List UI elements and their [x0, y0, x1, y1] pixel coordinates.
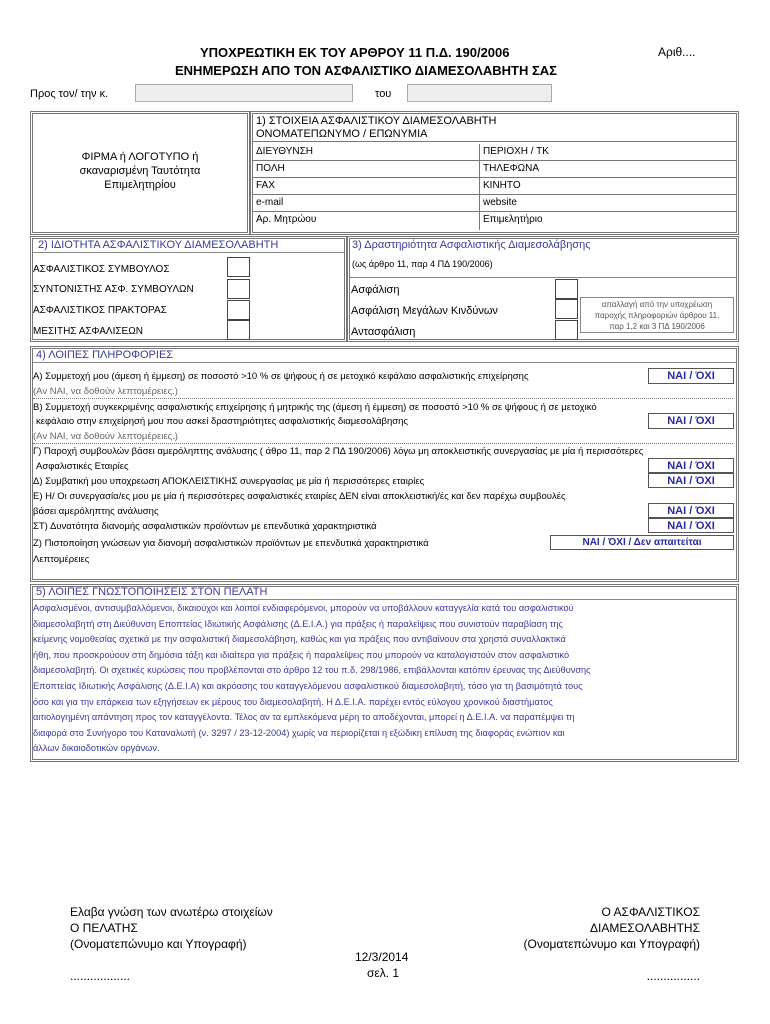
activity-reinsurance-label: Αντασφάλιση — [351, 326, 416, 338]
address-field[interactable]: ΔΙΕΥΘΥΝΣΗ — [253, 144, 479, 161]
question-e-line1: Ε) Η/ Οι συνεργασία/ες μου με μία ή περισσότερες ασφαλιστικές εταιρίες ΔΕΝ είναι αποκλειστική/ές και δεν παρέχω συμβουλές — [33, 491, 566, 502]
capacity-advisor-checkbox[interactable] — [227, 257, 250, 277]
question-b-yes-no[interactable]: ΝΑΙ / ΌΧΙ — [648, 413, 734, 429]
capacity-agent-label: ΑΣΦΑΛΙΣΤΙΚΟΣ ΠΡΑΚΤΟΡΑΣ — [33, 305, 167, 316]
to-label: Προς τον/ την κ. — [30, 88, 109, 100]
question-c-yes-no[interactable]: ΝΑΙ / ΌΧΙ — [648, 458, 734, 473]
client-signature-line[interactable]: .................. — [70, 969, 131, 983]
section2-title: 2) ΙΔΙΟΤΗΤΑ ΑΣΦΑΛΙΣΤΙΚΟΥ ΔΙΑΜΕΣΟΛΑΒΗΤΗ — [38, 239, 279, 251]
question-e-yes-no[interactable]: ΝΑΙ / ΌΧΙ — [648, 503, 734, 518]
notice-text: Ασφαλισμένοι, αντισυμβαλλόμενοι, δικαιούχοι και λοιποί ενδιαφερόμενοι, μπορούν να υποβάλλουν καταγγελία κατά του ασφαλιστικού διαμεσολαβητή στη Διεύθυνση Εποπτείας Ιδιωτικής Ασφάλισης (Δ.Ε.Ι.Α.) για πράξεις ή παραλείψεις που συνιστούν παραβίαση της κείμενης νομοθεσίας σχετικά με την ασφαλιστική διαμεσολάβηση, καθώς και για πράξεις που αντιβαίνουν στα χρηστά συναλλακτικά ήθη, που προσκρούουν στη δημόσια τάξη και ιδιαίτερα για πράξεις ή παραλείψεις που μπορούν να καταλογιστούν στον ασφαλιστικό διαμεσολαβητή. Οι σχετικές κυρώσεις που προβλέπονται στο άρθρο 12 του π.δ. 298/1986, επιβάλλονται κατόπιν έρευνας της Διεύθυνσης Εποπτείας Ιδιωτικής Ασφάλισης (Δ.Ε.Ι.Α) και ακρόασης του καταγγελόμενου ασφαλιστικού διαμεσολαβητή, τόσο για τη βασιμότητά τους όσο και για την επάρκεια των εξηγήσεων εκ μέρους του διαμεσολαβητή. Η Δ.Ε.Ι.Α. παρέχει εντός εύλογου χρονικού διαστήματος αιτιολογημένη απάντηση προς τον καταγγέλοντα. Τέλος αν τα εμπλεκόμενα μέρη το αποδέχονται, μπορεί η Δ.Ε.Ι.Α. να παραπέμψει τη διαφορά στο Συνήγορο του Καταναλωτή (ν. 3297 / 23-12-2004) χωρίς να περιορίζεται η εξώδικη επίλυση της διαφοράς ενώπιον και άλλων δικαιοδοτικών οργάνων. — [33, 603, 591, 754]
question-c-line1: Γ) Παροχή συμβουλών βάσει αμερόληπτης ανάλυσης ( άθρο 11, παρ 2 ΠΔ 190/2006) λόγω μη αποκλειστικής συνεργασίας με μία ή περισσότερες — [33, 446, 644, 457]
activity-reinsurance-checkbox[interactable] — [555, 320, 578, 340]
activity-insurance-label: Ασφάλιση — [351, 284, 400, 296]
section5-title: 5) ΛΟΙΠΕΣ ΓΝΩΣΤΟΠΟΙΗΣΕΙΣ ΣΤΟΝ ΠΕΛΑΤΗ — [36, 586, 268, 598]
section1-title: 1) ΣΤΟΙΧΕΙΑ ΑΣΦΑΛΙΣΤΙΚΟΥ ΔΙΑΜΕΣΟΛΑΒΗΤΗ — [256, 115, 497, 127]
question-b-line1: Β) Συμμετοχή συγκεκριμένης ασφαλιστικής επιχείρησης ή μητρικής της (άμεση ή έμμεση) σε ποσοστό >10 % σε ψήφους ή σε μετοχικό — [33, 402, 597, 413]
capacity-broker-label: ΜΕΣΙΤΗΣ ΑΣΦΑΛΙΣΕΩΝ — [33, 326, 143, 337]
area-zip-field[interactable]: ΠΕΡΙΟΧΗ / ΤΚ — [480, 144, 736, 161]
of-label: του — [375, 88, 392, 100]
question-d: Δ) Συμβατική μου υποχρεωση ΑΠΟΚΛΕΙΣΤΙΚΗΣ συνεργασίας με μία ή περισσότερες εταιρίες — [33, 476, 425, 487]
client-father-field[interactable] — [407, 84, 552, 102]
section4-title: 4) ΛΟΙΠΕΣ ΠΛΗΡΟΦΟΡΙΕΣ — [36, 349, 174, 361]
question-c-line2: Ασφαλιστικές Εταιρίες — [36, 461, 129, 472]
question-b-details[interactable]: (Αν ΝΑΙ, να δοθούν λεπτομέρειες.) — [33, 431, 178, 442]
capacity-advisor-label: ΑΣΦΑΛΙΣΤΙΚΟΣ ΣΥΜΒΟΥΛΟΣ — [33, 264, 170, 275]
question-z-yes-no-na[interactable]: ΝΑΙ / ΌΧΙ / Δεν απαιτείται — [550, 535, 734, 550]
question-d-yes-no[interactable]: ΝΑΙ / ΌΧΙ — [648, 473, 734, 488]
question-b-line2: κεφάλαιο στην επιχείρησή μου που ασκεί δραστηριότητες ασφαλιστικής διαμεσολάβησης — [36, 416, 408, 427]
logo-placeholder-text: ΦΙΡΜΑ ή ΛΟΓΟΤΥΠΟ ή σκαναρισμένη Ταυτότητα Επιμελητηρίου — [79, 151, 201, 191]
form-title: ΥΠΟΧΡΕΩΤΙΚΗ ΕΚ ΤΟΥ ΑΡΘΡΟΥ 11 Π.Δ. 190/2006 — [200, 45, 510, 60]
activity-large-risks-label: Ασφάλιση Μεγάλων Κινδύνων — [351, 305, 498, 317]
capacity-broker-checkbox[interactable] — [227, 320, 250, 340]
mobile-field[interactable]: ΚΙΝΗΤΟ — [480, 178, 736, 195]
activity-insurance-checkbox[interactable] — [555, 279, 578, 299]
intermediary-signature-block: Ο ΑΣΦΑΛΙΣΤΙΚΟΣ ΔΙΑΜΕΣΟΛΑΒΗΤΗΣ (Ονοματεπώνυμο και Υπογραφή) ................ — [523, 905, 700, 983]
question-a-yes-no[interactable]: ΝΑΙ / ΌΧΙ — [648, 368, 734, 384]
page-number: σελ. 1 — [367, 966, 400, 980]
form-subtitle: ΕΝΗΜΕΡΩΣΗ ΑΠΟ ΤΟΝ ΑΣΦΑΛΙΣΤΙΚΟ ΔΙΑΜΕΣΟΛΑΒΗΤΗ ΣΑΣ — [175, 63, 557, 78]
question-st-yes-no[interactable]: ΝΑΙ / ΌΧΙ — [648, 518, 734, 533]
question-a: Α) Συμμετοχή μου (άμεση ή έμμεση) σε ποσοστό >10 % σε ψήφους ή σε μετοχικό κεφάλαιο ασφαλιστικής επιχείρησης — [33, 371, 529, 382]
city-field[interactable]: ΠΟΛΗ — [253, 161, 479, 178]
website-field[interactable]: website — [480, 195, 736, 212]
details-label[interactable]: Λεπτομέρειες — [33, 554, 90, 565]
intermediary-signature-line[interactable]: ................ — [646, 969, 700, 983]
phones-field[interactable]: ΤΗΛΕΦΩΝΑ — [480, 161, 736, 178]
document-date: 12/3/2014 — [355, 950, 409, 964]
capacity-agent-checkbox[interactable] — [227, 300, 250, 320]
activity-large-risks-checkbox[interactable] — [555, 299, 578, 319]
exemption-note: απαλλαγή από την υποχρέωση παροχής πληροφοριών άρθρου 11, παρ 1,2 και 3 ΠΔ 190/2006 — [580, 297, 734, 333]
client-name-field[interactable] — [135, 84, 353, 102]
capacity-coordinator-label: ΣΥΝΤΟΝΙΣΤΗΣ ΑΣΦ. ΣΥΜΒΟΥΛΩΝ — [33, 284, 194, 295]
question-z: Ζ) Πιστοποίηση γνώσεων για διανομή ασφαλιστικών προϊόντων με επενδυτικά χαρακτηριστικά — [33, 538, 429, 549]
email-field[interactable]: e-mail — [253, 195, 479, 212]
section3-title: 3) Δραστηριότητα Ασφαλιστικής Διαμεσολάβησης — [352, 239, 591, 251]
chamber-field[interactable]: Επιμελητήριο — [483, 214, 543, 225]
section3-subtitle: (ως άρθρο 11, παρ 4 ΠΔ 190/2006) — [352, 259, 493, 269]
document-number: Αριθ.... — [658, 45, 696, 59]
capacity-coordinator-checkbox[interactable] — [227, 279, 250, 299]
question-st: ΣΤ) Δυνατότητα διανομής ασφαλιστικών προϊόντων με επενδυτικά χαρακτηριστικά — [33, 521, 377, 532]
name-label: ΟΝΟΜΑΤΕΠΩΝΥΜΟ / ΕΠΩΝΥΜΙΑ — [256, 128, 428, 140]
registry-number-field[interactable]: Αρ. Μητρώου — [256, 214, 317, 225]
client-signature-block: Ελαβα γνώση των ανωτέρω στοιχείων Ο ΠΕΛΑΤΗΣ (Ονοματεπώνυμο και Υπογραφή) .................. — [70, 905, 273, 983]
question-e-line2: βάσει αμερόληπτης ανάλυσης — [33, 506, 159, 517]
fax-field[interactable]: FAX — [253, 178, 479, 195]
question-a-details[interactable]: (Αν ΝΑΙ, να δοθούν λεπτομέρειες.) — [33, 386, 178, 397]
